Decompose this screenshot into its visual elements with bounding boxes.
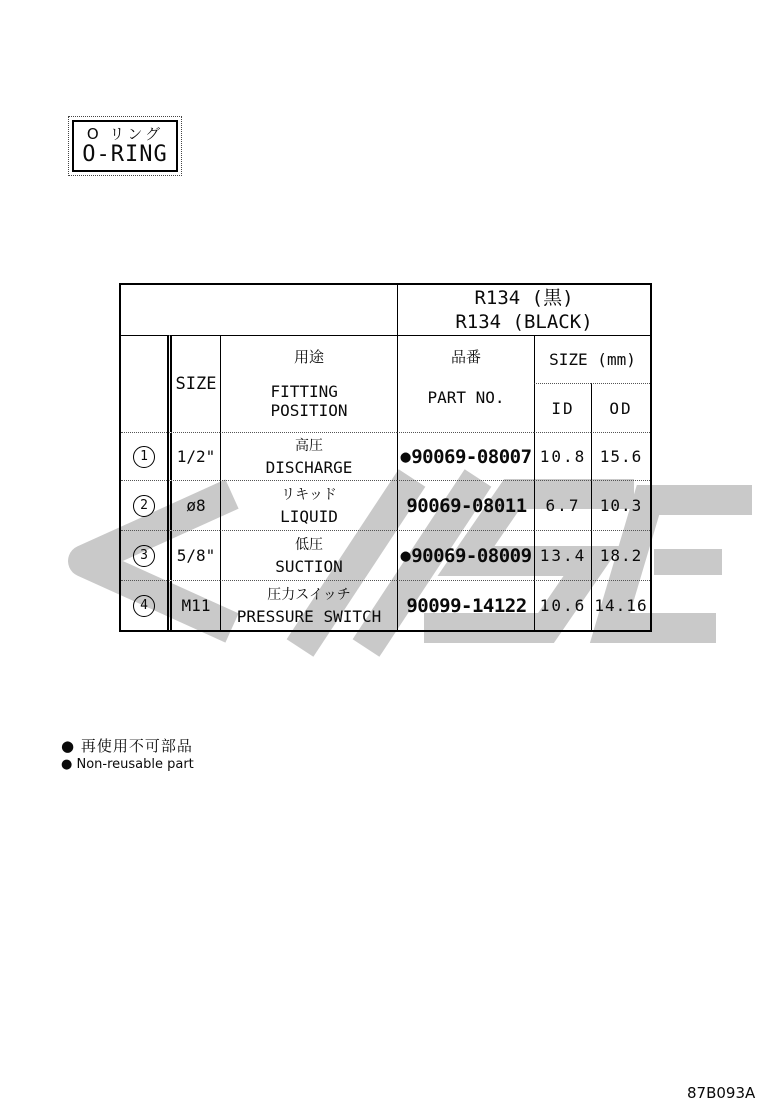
parts-table <box>119 283 652 632</box>
position-en: LIQUID <box>280 506 338 526</box>
circled-number: 2 <box>133 495 155 517</box>
document-code: 87B093A <box>687 1084 756 1102</box>
fitting-position-column-header <box>220 335 397 432</box>
id-value-cell: 13.4 <box>534 530 591 580</box>
position-jp: 低圧 <box>295 536 323 553</box>
part-no-header-en: PART NO. <box>427 388 505 407</box>
id-value-cell: 6.7 <box>534 480 591 530</box>
non-reusable-bullet-icon: ● <box>400 446 411 467</box>
footnote <box>61 737 194 773</box>
part-no-cell <box>397 480 534 530</box>
row-number-cell <box>121 480 167 530</box>
fitting-position-header-jp: 用途 <box>293 348 324 366</box>
title-japanese: O リング <box>86 125 164 143</box>
part-number: 90069-08011 <box>406 494 527 517</box>
od-value-cell: 10.3 <box>591 480 650 530</box>
fitting-header-line1: FITTING <box>270 382 338 401</box>
size-cell: M11 <box>167 580 220 630</box>
title-english: O-RING <box>82 142 168 167</box>
refrigerant-header-jp: R134 (黒) <box>474 287 574 309</box>
non-reusable-bullet-icon: ● <box>400 545 411 566</box>
fitting-position-cell <box>220 530 397 580</box>
fitting-position-cell <box>220 480 397 530</box>
row-number-cell <box>121 530 167 580</box>
title-box-inner <box>72 120 178 172</box>
position-jp: 圧力スイッチ <box>267 586 351 603</box>
circled-number: 3 <box>133 545 155 567</box>
part-no-column-header <box>397 335 534 432</box>
part-number: 90069-08007 <box>411 445 532 468</box>
od-value-cell: 14.16 <box>591 580 650 630</box>
fitting-position-header-en <box>270 382 347 420</box>
part-no-cell <box>397 580 534 630</box>
fitting-position-cell <box>220 580 397 630</box>
footnote-en: ● Non-reusable part <box>61 757 194 772</box>
id-value-cell: 10.8 <box>534 432 591 480</box>
part-no-header-jp: 品番 <box>450 348 481 366</box>
size-cell: 1/2" <box>167 432 220 480</box>
fitting-position-cell <box>220 432 397 480</box>
part-number: 90099-14122 <box>406 594 527 617</box>
footnote-jp: ● 再使用不可部品 <box>61 737 193 755</box>
title-box <box>68 116 182 176</box>
od-value-cell: 15.6 <box>591 432 650 480</box>
part-number: 90069-08009 <box>411 544 532 567</box>
id-column-header: ID <box>534 383 591 432</box>
position-jp: リキッド <box>281 486 337 503</box>
part-no-cell <box>397 432 534 480</box>
size-column-header: SIZE <box>167 335 220 432</box>
position-en: SUCTION <box>275 556 343 576</box>
position-en: PRESSURE SWITCH <box>236 606 382 626</box>
row-number-cell <box>121 580 167 630</box>
part-no-cell <box>397 530 534 580</box>
refrigerant-header-en: R134 (BLACK) <box>455 311 593 333</box>
refrigerant-header-cell <box>397 285 650 335</box>
size-cell: 5/8" <box>167 530 220 580</box>
circled-number: 1 <box>133 446 155 468</box>
size-cell: ø8 <box>167 480 220 530</box>
od-value-cell: 18.2 <box>591 530 650 580</box>
position-en: DISCHARGE <box>265 457 353 477</box>
number-column-header <box>121 335 167 432</box>
od-column-header: OD <box>591 383 650 432</box>
row-number-cell <box>121 432 167 480</box>
id-value-cell: 10.6 <box>534 580 591 630</box>
position-jp: 高圧 <box>295 437 323 454</box>
fitting-header-line2: POSITION <box>270 401 348 420</box>
circled-number: 4 <box>133 595 155 617</box>
size-mm-header: SIZE (mm) <box>534 335 650 383</box>
table-corner-blank-cell <box>121 285 397 335</box>
